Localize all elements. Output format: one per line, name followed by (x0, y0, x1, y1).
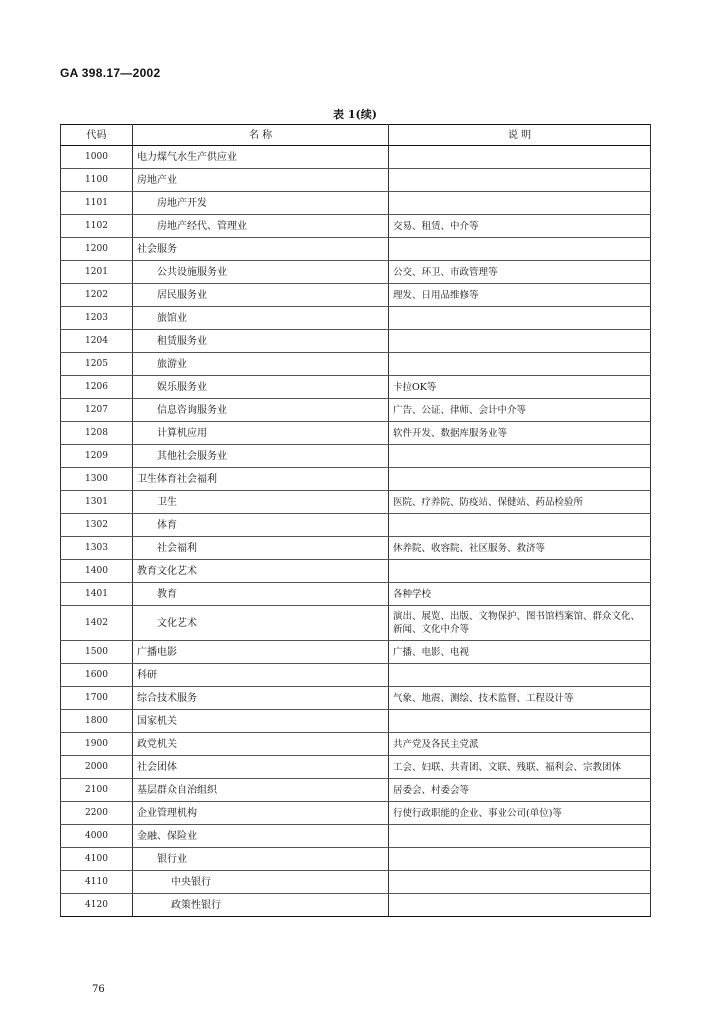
row-name: 其他社会服务业 (157, 450, 227, 462)
row-name: 卫生体育社会福利 (137, 473, 217, 485)
row-name: 国家机关 (137, 715, 177, 727)
table-row (61, 514, 651, 537)
row-name: 体育 (157, 519, 177, 531)
row-name: 政策性银行 (171, 899, 221, 911)
table-row (61, 376, 651, 399)
row-name-cell (133, 802, 389, 825)
table-row (61, 307, 651, 330)
row-code: 2000 (61, 756, 133, 779)
row-name-cell (133, 710, 389, 733)
table-row (61, 169, 651, 192)
row-name-cell (133, 687, 389, 710)
table-row (61, 664, 651, 687)
row-name: 中央银行 (171, 876, 211, 888)
row-description: 气象、地震、测绘、技术监督、工程设计等 (389, 687, 651, 710)
row-code: 1206 (61, 376, 133, 399)
table-row (61, 422, 651, 445)
row-name: 文化艺术 (157, 617, 197, 629)
row-name: 租赁服务业 (157, 335, 207, 347)
row-name: 旅馆业 (157, 312, 187, 324)
row-name-cell (133, 468, 389, 491)
row-name-cell (133, 825, 389, 848)
row-name-cell (133, 307, 389, 330)
row-name-cell (133, 641, 389, 664)
row-name: 社会团体 (137, 761, 177, 773)
row-code: 1400 (61, 560, 133, 583)
row-description: 各种学校 (389, 583, 651, 606)
table-row (61, 560, 651, 583)
row-name: 科研 (137, 669, 157, 681)
row-code: 1401 (61, 583, 133, 606)
row-name: 社会福利 (157, 542, 197, 554)
row-name: 社会服务 (137, 243, 177, 255)
row-code: 1800 (61, 710, 133, 733)
row-description: 演出、展览、出版、文物保护、图书馆档案馆、群众文化、新闻、文化中介等 (389, 606, 651, 641)
row-description (389, 169, 651, 192)
document-header: GA 398.17—2002 (60, 66, 161, 80)
row-description: 公交、环卫、市政管理等 (389, 261, 651, 284)
row-name-cell (133, 146, 389, 169)
row-name: 公共设施服务业 (157, 266, 227, 278)
row-code: 1202 (61, 284, 133, 307)
table-row (61, 330, 651, 353)
row-name: 居民服务业 (157, 289, 207, 301)
row-name: 教育文化艺术 (137, 565, 197, 577)
row-code: 1208 (61, 422, 133, 445)
row-code: 4110 (61, 871, 133, 894)
row-code: 1201 (61, 261, 133, 284)
row-name: 企业管理机构 (137, 807, 197, 819)
row-code: 1200 (61, 238, 133, 261)
row-name-cell (133, 422, 389, 445)
row-name-cell (133, 779, 389, 802)
row-description: 广播、电影、电视 (389, 641, 651, 664)
table-row (61, 825, 651, 848)
table-row (61, 802, 651, 825)
row-description (389, 560, 651, 583)
row-name-cell (133, 560, 389, 583)
table-row (61, 871, 651, 894)
table-row (61, 261, 651, 284)
row-description: 工会、妇联、共青团、文联、残联、福利会、宗教团体 (389, 756, 651, 779)
row-name: 房地产业 (137, 174, 177, 186)
row-code: 1102 (61, 215, 133, 238)
row-name: 基层群众自治组织 (137, 784, 217, 796)
row-code: 1300 (61, 468, 133, 491)
row-code: 1000 (61, 146, 133, 169)
row-code: 1700 (61, 687, 133, 710)
row-description (389, 468, 651, 491)
table-row (61, 606, 651, 641)
page-number: 76 (92, 984, 105, 995)
row-name-cell (133, 514, 389, 537)
row-description (389, 825, 651, 848)
row-description: 卡拉OK等 (389, 376, 651, 399)
table-body (61, 146, 651, 917)
row-name: 旅游业 (157, 358, 187, 370)
row-code: 1207 (61, 399, 133, 422)
table-row (61, 192, 651, 215)
row-name-cell (133, 848, 389, 871)
row-description (389, 848, 651, 871)
row-name-cell (133, 284, 389, 307)
row-name-cell (133, 238, 389, 261)
table-row (61, 353, 651, 376)
row-description: 居委会、村委会等 (389, 779, 651, 802)
row-code: 1301 (61, 491, 133, 514)
row-name-cell (133, 353, 389, 376)
row-name-cell (133, 756, 389, 779)
row-description (389, 664, 651, 687)
row-name-cell (133, 606, 389, 641)
row-name-cell (133, 733, 389, 756)
row-name: 综合技术服务 (137, 692, 197, 704)
row-name-cell (133, 871, 389, 894)
row-code: 1303 (61, 537, 133, 560)
row-code: 2200 (61, 802, 133, 825)
table-row (61, 537, 651, 560)
row-description: 软件开发、数据库服务业等 (389, 422, 651, 445)
row-name-cell (133, 376, 389, 399)
row-code: 1204 (61, 330, 133, 353)
table-row (61, 894, 651, 917)
row-name-cell (133, 583, 389, 606)
row-name-cell (133, 894, 389, 917)
table-row (61, 583, 651, 606)
row-name: 教育 (157, 588, 177, 600)
table-row (61, 146, 651, 169)
table-row (61, 215, 651, 238)
row-description (389, 238, 651, 261)
row-name: 政党机关 (137, 738, 177, 750)
row-name-cell (133, 399, 389, 422)
table-row (61, 756, 651, 779)
column-header-name: 名 称 (133, 125, 389, 146)
row-description (389, 871, 651, 894)
row-name: 金融、保险业 (137, 830, 197, 842)
row-code: 1900 (61, 733, 133, 756)
row-description (389, 894, 651, 917)
row-description: 广告、公证、律师、会计中介等 (389, 399, 651, 422)
row-description: 休养院、收容院、社区服务、救济等 (389, 537, 651, 560)
table-header-row (61, 125, 651, 146)
row-code: 1402 (61, 606, 133, 641)
column-header-description: 说 明 (389, 125, 651, 146)
row-code: 1203 (61, 307, 133, 330)
row-name-cell (133, 330, 389, 353)
classification-table (60, 124, 651, 917)
column-header-code: 代码 (61, 125, 133, 146)
row-name-cell (133, 261, 389, 284)
row-description: 行使行政职能的企业、事业公司(单位)等 (389, 802, 651, 825)
row-description (389, 445, 651, 468)
row-description: 交易、租赁、中介等 (389, 215, 651, 238)
row-name: 电力煤气水生产供应业 (137, 151, 237, 163)
row-name-cell (133, 445, 389, 468)
row-description: 理发、日用品维修等 (389, 284, 651, 307)
table-row (61, 468, 651, 491)
row-code: 2100 (61, 779, 133, 802)
row-name: 房地产经代、管理业 (157, 220, 247, 232)
row-name: 计算机应用 (157, 427, 207, 439)
row-name-cell (133, 537, 389, 560)
row-name: 房地产开发 (157, 197, 207, 209)
table-row (61, 284, 651, 307)
row-name-cell (133, 192, 389, 215)
row-name-cell (133, 169, 389, 192)
row-code: 1205 (61, 353, 133, 376)
row-name: 银行业 (157, 853, 187, 865)
table-row (61, 491, 651, 514)
row-code: 1100 (61, 169, 133, 192)
row-description: 医院、疗养院、防疫站、保健站、药品检验所 (389, 491, 651, 514)
row-description (389, 710, 651, 733)
row-code: 4000 (61, 825, 133, 848)
table-row (61, 399, 651, 422)
row-code: 1500 (61, 641, 133, 664)
row-name: 广播电影 (137, 646, 177, 658)
row-description (389, 307, 651, 330)
row-name-cell (133, 215, 389, 238)
row-description (389, 353, 651, 376)
table-row (61, 687, 651, 710)
table-row (61, 641, 651, 664)
row-name-cell (133, 491, 389, 514)
row-code: 1302 (61, 514, 133, 537)
row-description: 共产党及各民主党派 (389, 733, 651, 756)
row-code: 1209 (61, 445, 133, 468)
table-row (61, 779, 651, 802)
row-name: 娱乐服务业 (157, 381, 207, 393)
table-row (61, 238, 651, 261)
row-name: 卫生 (157, 496, 177, 508)
table-row (61, 733, 651, 756)
row-description (389, 146, 651, 169)
table-caption: 表 1(续) (333, 108, 377, 121)
row-code: 1600 (61, 664, 133, 687)
row-name-cell (133, 664, 389, 687)
row-description (389, 330, 651, 353)
table-row (61, 848, 651, 871)
row-code: 4100 (61, 848, 133, 871)
row-description (389, 514, 651, 537)
row-name: 信息咨询服务业 (157, 404, 227, 416)
table-row (61, 710, 651, 733)
table-row (61, 445, 651, 468)
row-description (389, 192, 651, 215)
row-code: 1101 (61, 192, 133, 215)
row-code: 4120 (61, 894, 133, 917)
